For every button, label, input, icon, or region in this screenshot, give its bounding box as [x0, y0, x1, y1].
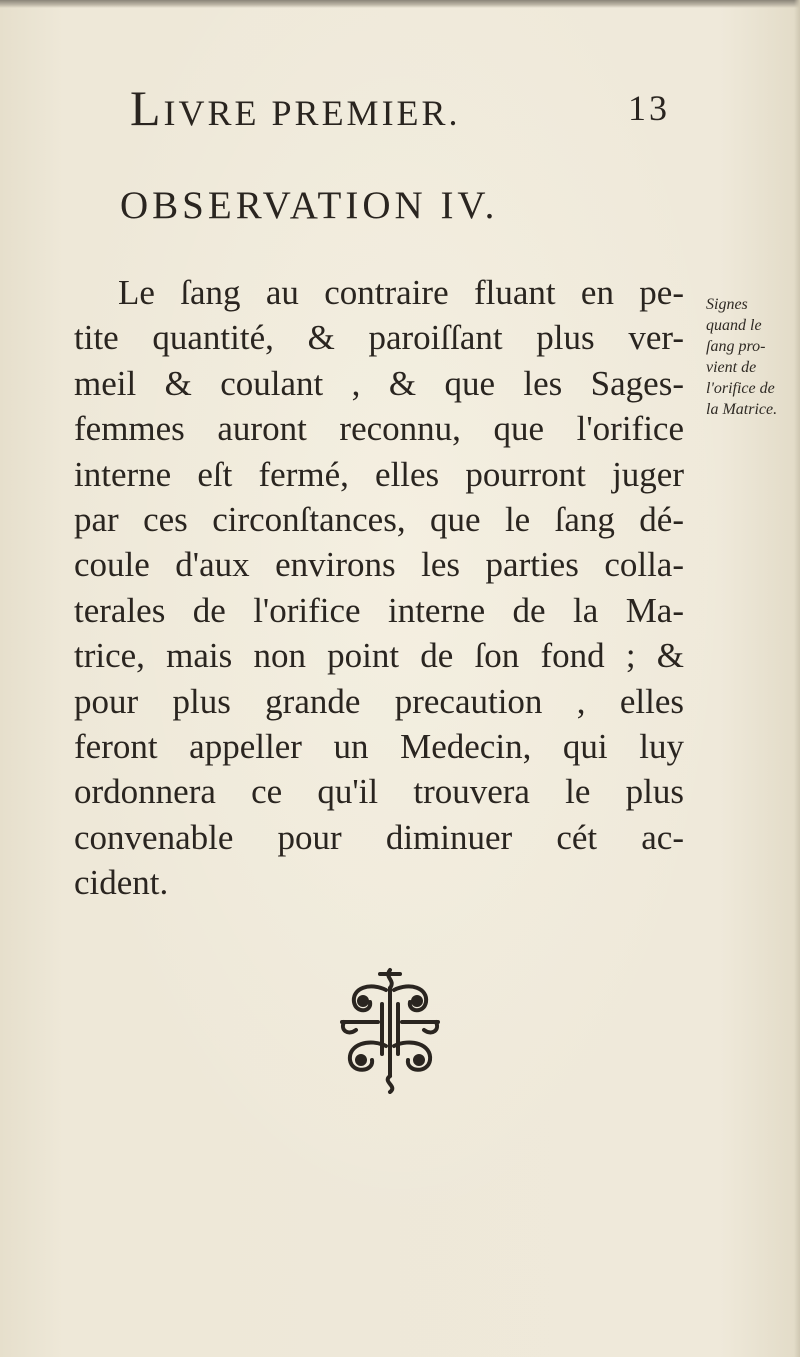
running-head-initial: L	[130, 80, 164, 136]
text-line: cident.	[74, 863, 169, 903]
page-number: 13	[628, 88, 670, 128]
margin-note-line: quand le	[706, 317, 762, 334]
page-top-edge	[0, 0, 800, 8]
text-line: interne eſt fermé, elles pourront juger	[74, 454, 684, 494]
text-line: par ces circonſtances, que le ſang dé-	[74, 499, 684, 539]
text-line: pour plus grande precaution , elles	[74, 681, 684, 721]
text-line: terales de l'orifice interne de la Ma-	[74, 590, 684, 630]
text-line: Le ſang au contraire fluant en pe-	[118, 273, 684, 312]
margin-note-line: Signes	[706, 296, 748, 313]
text-line: femmes auront reconnu, que l'orifice	[74, 409, 684, 449]
text-line: feront appeller un Medecin, qui luy	[74, 726, 684, 766]
margin-note-line: l'orifice de	[706, 380, 775, 397]
running-head	[130, 78, 670, 138]
margin-note-line: vient de	[706, 359, 757, 376]
text-line: convenable pour diminuer cét ac-	[74, 817, 684, 857]
text-line: coule d'aux environs les parties colla-	[74, 545, 684, 585]
observation-title: OBSERVATION IV.	[120, 184, 499, 227]
text-line: tite quantité, & paroiſſant plus ver-	[74, 318, 684, 358]
text-line: trice, mais non point de ſon fond ; &	[74, 636, 684, 676]
fleuron-ornament-icon	[330, 964, 450, 1094]
running-head-title: IVRE PREMIER.	[163, 93, 461, 133]
body-paragraph	[74, 270, 684, 905]
margin-note-line: la Matrice.	[706, 401, 778, 418]
text-line: ordonnera ce qu'il trouvera le plus	[74, 772, 684, 812]
margin-note-line: ſang pro-	[706, 338, 766, 355]
page-right-edge	[794, 0, 800, 1357]
margin-note	[706, 294, 798, 420]
text-line: meil & coulant , & que les Sages-	[74, 363, 684, 403]
